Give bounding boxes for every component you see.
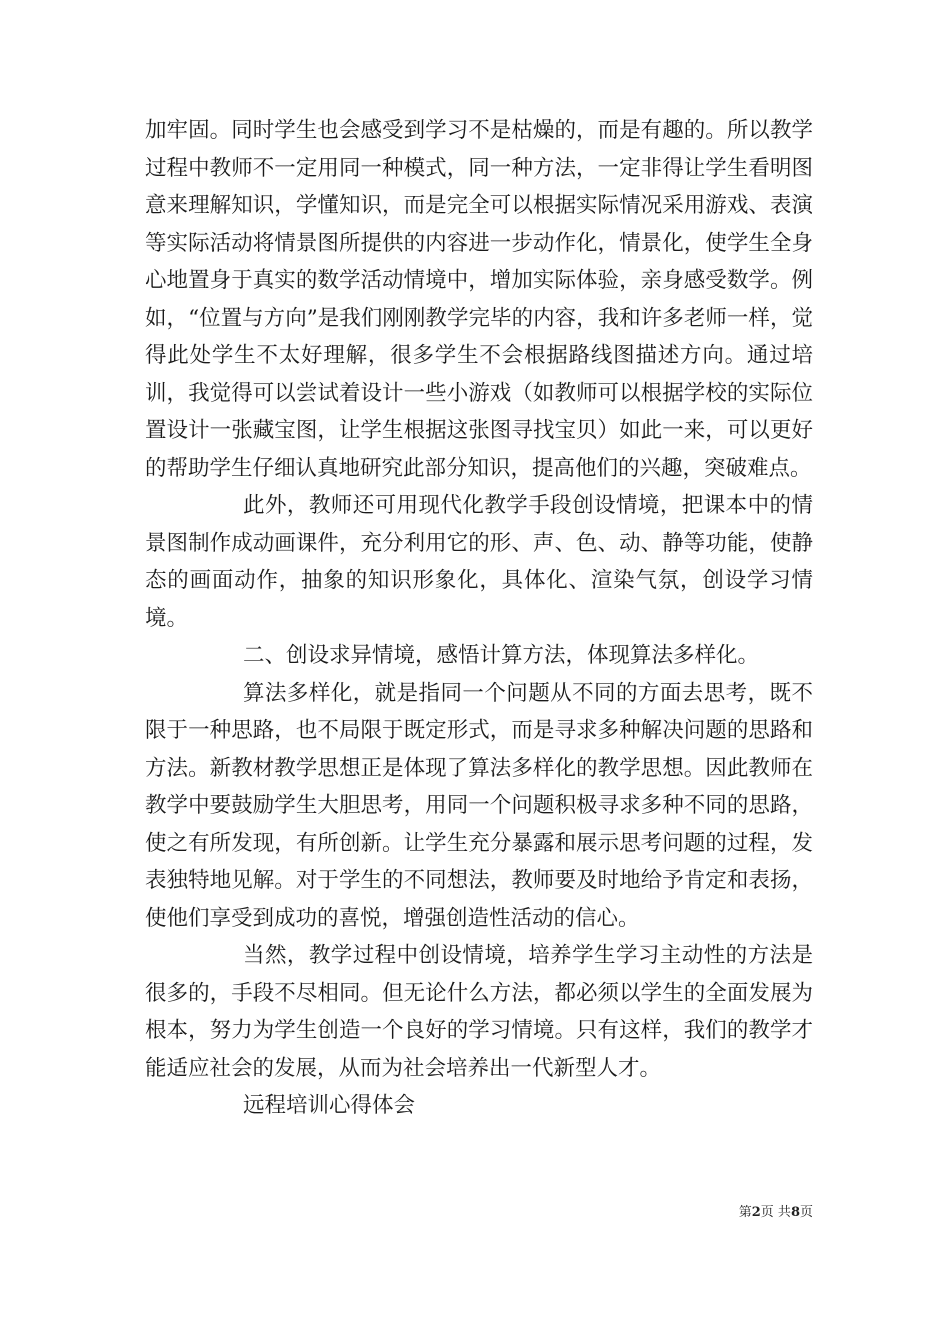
section-heading-two: 二、创设求异情境，感悟计算方法，体现算法多样化。 — [243, 643, 760, 668]
footer-suffix: 页 — [799, 1205, 813, 1220]
footer-current-page: 2 — [751, 1205, 761, 1220]
next-article-title: 远程培训心得体会 — [243, 1093, 416, 1118]
footer-total-pages: 8 — [790, 1205, 800, 1220]
document-body — [145, 112, 813, 1125]
paragraph-continuation: 加牢固。同时学生也会感受到学习不是枯燥的，而是有趣的。所以教学过程中教师不一定用同一种模式，同一种方法，一定非得让学生看明图意来理解知识，学懂知识，而是完全可以根据实际情况采用游戏、表演等实际活动将情景图所提供的内容进一步动作化，情景化，使学生全身心地置身于真实的数学活动情境中，增加实际体验，亲身感受数学。例如，“位置与方向”是我们刚刚教学完毕的内容，我和许多老师一样，觉得此处学生不太好理解，很多学生不会根据路线图描述方向。通过培训，我觉得可以尝试着设计一些小游戏（如教师可以根据学校的实际位置设计一张藏宝图，让学生根据这张图寻找宝贝）如此一来，可以更好的帮助学生仔细认真地研究此部分知识，提高他们的兴趣，突破难点。 — [145, 118, 813, 481]
footer-middle: 页 共 — [760, 1205, 791, 1220]
footer-prefix: 第 — [738, 1205, 752, 1220]
paragraph-algorithm-diversity: 算法多样化，就是指同一个问题从不同的方面去思考，既不限于一种思路，也不局限于既定形式，而是寻求多种解决问题的思路和方法。新教材教学思想正是体现了算法多样化的教学思想。因此教师在教学中要鼓励学生大胆思考，用同一个问题积极寻求多种不同的思路，使之有所发现，有所创新。让学生充分暴露和展示思考问题的过程，发表独特地见解。对于学生的不同想法，教师要及时地给予肯定和表扬，使他们享受到成功的喜悦，增强创造性活动的信心。 — [145, 680, 813, 931]
page-number-footer — [700, 1205, 813, 1221]
paragraph-multimedia: 此外，教师还可用现代化教学手段创设情境，把课本中的情景图制作成动画课件，充分利用它的形、声、色、动、静等功能，使静态的画面动作，抽象的知识形象化，具体化、渲染气氛，创设学习情境。 — [145, 493, 813, 631]
paragraph-conclusion: 当然，教学过程中创设情境，培养学生学习主动性的方法是很多的，手段不尽相同。但无论什么方法，都必须以学生的全面发展为根本，努力为学生创造一个良好的学习情境。只有这样，我们的教学才能适应社会的发展，从而为社会培养出一代新型人才。 — [145, 943, 813, 1081]
